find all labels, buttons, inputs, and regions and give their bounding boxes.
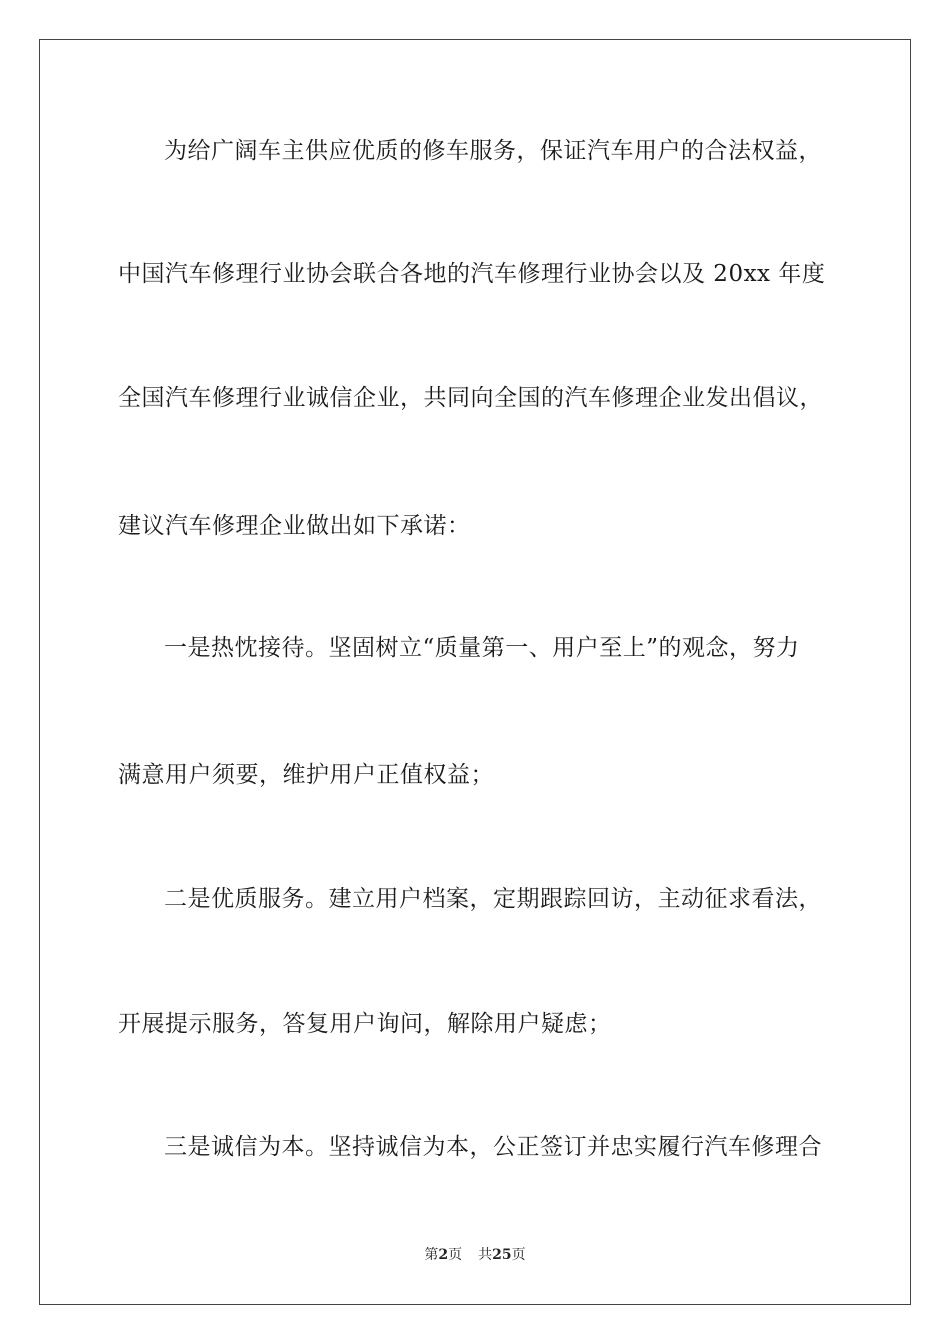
total-unit: 页	[511, 1247, 526, 1263]
page-unit: 页	[448, 1247, 463, 1263]
page-number: 2	[438, 1247, 449, 1263]
paragraph-line: 为给广阔车主供应优质的修车服务，保证汽车用户的合法权益，	[164, 138, 822, 164]
page-footer	[0, 1246, 950, 1264]
paragraph-line: 全国汽车修理行业诚信企业，共同向全国的汽车修理企业发出倡议，	[118, 385, 823, 411]
total-prefix: 共	[478, 1247, 493, 1263]
paragraph-line: 中国汽车修理行业协会联合各地的汽车修理行业协会以及 20xx 年度	[118, 261, 826, 287]
paragraph-line: 二是优质服务。建立用户档案，定期跟踪回访，主动征求看法，	[164, 886, 822, 912]
paragraph-line: 满意用户须要，维护用户正值权益；	[118, 762, 494, 788]
paragraph-line: 三是诚信为本。坚持诚信为本，公正签订并忠实履行汽车修理合	[164, 1134, 822, 1160]
total-pages: 25	[492, 1247, 512, 1263]
page-prefix: 第	[424, 1247, 439, 1263]
paragraph-line: 建议汽车修理企业做出如下承诺：	[118, 513, 471, 539]
paragraph-line: 开展提示服务，答复用户询问，解除用户疑虑；	[118, 1011, 612, 1037]
page-frame	[39, 39, 911, 1305]
paragraph-line: 一是热忱接待。坚固树立“质量第一、用户至上”的观念，努力	[164, 635, 800, 661]
